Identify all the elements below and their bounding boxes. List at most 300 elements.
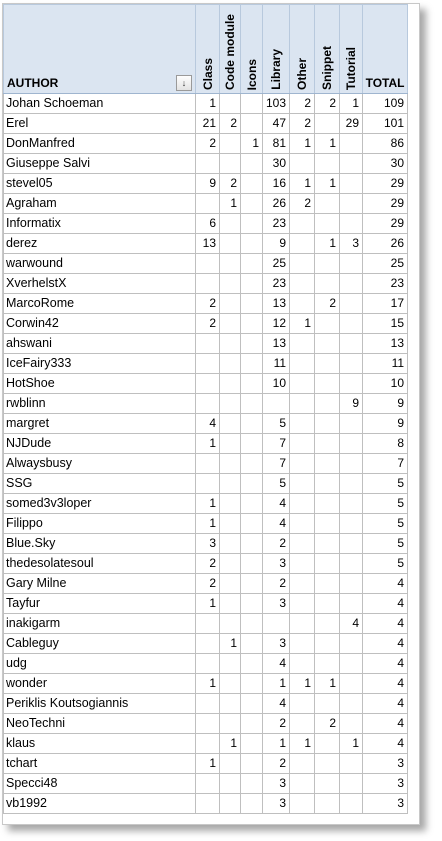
- value-cell[interactable]: 3: [196, 534, 220, 554]
- value-cell[interactable]: 2: [196, 314, 220, 334]
- value-cell[interactable]: 1: [220, 194, 241, 214]
- value-cell[interactable]: 25: [263, 254, 290, 274]
- value-cell[interactable]: 1: [196, 514, 220, 534]
- value-cell[interactable]: 4: [196, 414, 220, 434]
- author-cell[interactable]: Blue.Sky: [4, 534, 196, 554]
- value-cell[interactable]: [315, 334, 340, 354]
- total-cell[interactable]: 10: [363, 374, 408, 394]
- value-cell[interactable]: 3: [263, 554, 290, 574]
- value-cell[interactable]: [290, 234, 315, 254]
- total-cell[interactable]: 4: [363, 654, 408, 674]
- value-cell[interactable]: 5: [263, 474, 290, 494]
- value-cell[interactable]: [241, 194, 263, 214]
- value-cell[interactable]: [290, 614, 315, 634]
- author-cell[interactable]: Specci48: [4, 774, 196, 794]
- value-cell[interactable]: [340, 674, 363, 694]
- value-cell[interactable]: [220, 254, 241, 274]
- value-cell[interactable]: [290, 414, 315, 434]
- total-cell[interactable]: 4: [363, 574, 408, 594]
- value-cell[interactable]: [315, 214, 340, 234]
- value-cell[interactable]: 3: [263, 794, 290, 814]
- value-cell[interactable]: [340, 134, 363, 154]
- value-cell[interactable]: 81: [263, 134, 290, 154]
- value-cell[interactable]: 4: [340, 614, 363, 634]
- author-cell[interactable]: NJDude: [4, 434, 196, 454]
- value-cell[interactable]: [340, 454, 363, 474]
- value-cell[interactable]: 1: [315, 234, 340, 254]
- value-cell[interactable]: [290, 574, 315, 594]
- value-cell[interactable]: 5: [263, 414, 290, 434]
- value-cell[interactable]: [241, 94, 263, 114]
- value-cell[interactable]: [241, 734, 263, 754]
- value-cell[interactable]: [290, 334, 315, 354]
- author-header[interactable]: [4, 5, 196, 94]
- value-cell[interactable]: [315, 154, 340, 174]
- value-cell[interactable]: 1: [196, 754, 220, 774]
- value-cell[interactable]: [290, 154, 315, 174]
- value-cell[interactable]: [290, 354, 315, 374]
- value-cell[interactable]: 29: [340, 114, 363, 134]
- value-cell[interactable]: [220, 614, 241, 634]
- value-cell[interactable]: 3: [263, 774, 290, 794]
- value-cell[interactable]: [340, 354, 363, 374]
- value-cell[interactable]: 2: [196, 294, 220, 314]
- author-cell[interactable]: Filippo: [4, 514, 196, 534]
- total-cell[interactable]: 86: [363, 134, 408, 154]
- total-cell[interactable]: 30: [363, 154, 408, 174]
- value-cell[interactable]: [263, 614, 290, 634]
- total-cell[interactable]: 4: [363, 594, 408, 614]
- value-cell[interactable]: 1: [196, 494, 220, 514]
- value-cell[interactable]: [196, 374, 220, 394]
- value-cell[interactable]: [220, 774, 241, 794]
- value-cell[interactable]: [340, 414, 363, 434]
- value-cell[interactable]: 2: [220, 114, 241, 134]
- value-cell[interactable]: [241, 494, 263, 514]
- author-cell[interactable]: IceFairy333: [4, 354, 196, 374]
- value-cell[interactable]: [220, 394, 241, 414]
- value-cell[interactable]: [220, 694, 241, 714]
- value-cell[interactable]: [241, 254, 263, 274]
- value-cell[interactable]: [290, 794, 315, 814]
- value-cell[interactable]: [220, 594, 241, 614]
- author-cell[interactable]: DonManfred: [4, 134, 196, 154]
- value-cell[interactable]: [196, 474, 220, 494]
- author-cell[interactable]: somed3v3loper: [4, 494, 196, 514]
- value-cell[interactable]: [241, 114, 263, 134]
- author-cell[interactable]: MarcoRome: [4, 294, 196, 314]
- value-cell[interactable]: 1: [196, 94, 220, 114]
- value-cell[interactable]: [340, 694, 363, 714]
- total-cell[interactable]: 5: [363, 494, 408, 514]
- total-cell[interactable]: 9: [363, 394, 408, 414]
- value-cell[interactable]: [220, 554, 241, 574]
- value-cell[interactable]: 2: [290, 114, 315, 134]
- author-cell[interactable]: Corwin42: [4, 314, 196, 334]
- value-cell[interactable]: 4: [263, 494, 290, 514]
- value-cell[interactable]: [241, 414, 263, 434]
- value-cell[interactable]: 1: [241, 134, 263, 154]
- value-cell[interactable]: [315, 454, 340, 474]
- value-cell[interactable]: [241, 634, 263, 654]
- sort-descending-icon[interactable]: ↓: [176, 75, 192, 91]
- value-cell[interactable]: [340, 374, 363, 394]
- value-cell[interactable]: [241, 694, 263, 714]
- value-cell[interactable]: [220, 154, 241, 174]
- author-cell[interactable]: klaus: [4, 734, 196, 754]
- value-cell[interactable]: [290, 634, 315, 654]
- value-cell[interactable]: [241, 394, 263, 414]
- value-cell[interactable]: [340, 314, 363, 334]
- value-cell[interactable]: [315, 514, 340, 534]
- author-cell[interactable]: derez: [4, 234, 196, 254]
- total-cell[interactable]: 101: [363, 114, 408, 134]
- value-cell[interactable]: [340, 434, 363, 454]
- total-cell[interactable]: 5: [363, 554, 408, 574]
- total-cell[interactable]: 5: [363, 474, 408, 494]
- value-cell[interactable]: [290, 774, 315, 794]
- value-cell[interactable]: [241, 474, 263, 494]
- column-header-other[interactable]: Other: [290, 5, 315, 94]
- value-cell[interactable]: [196, 654, 220, 674]
- value-cell[interactable]: [340, 654, 363, 674]
- value-cell[interactable]: [315, 574, 340, 594]
- value-cell[interactable]: 4: [263, 694, 290, 714]
- total-cell[interactable]: 4: [363, 714, 408, 734]
- total-cell[interactable]: 15: [363, 314, 408, 334]
- value-cell[interactable]: [241, 454, 263, 474]
- total-cell[interactable]: 4: [363, 694, 408, 714]
- value-cell[interactable]: [241, 514, 263, 534]
- value-cell[interactable]: [315, 394, 340, 414]
- value-cell[interactable]: [315, 794, 340, 814]
- total-cell[interactable]: 4: [363, 734, 408, 754]
- value-cell[interactable]: 2: [196, 574, 220, 594]
- total-cell[interactable]: 9: [363, 414, 408, 434]
- value-cell[interactable]: 2: [220, 174, 241, 194]
- column-header-class[interactable]: Class: [196, 5, 220, 94]
- column-header-tutorial[interactable]: Tutorial: [340, 5, 363, 94]
- value-cell[interactable]: [241, 774, 263, 794]
- value-cell[interactable]: 4: [263, 514, 290, 534]
- value-cell[interactable]: 1: [290, 314, 315, 334]
- value-cell[interactable]: [196, 694, 220, 714]
- value-cell[interactable]: [241, 794, 263, 814]
- value-cell[interactable]: 47: [263, 114, 290, 134]
- value-cell[interactable]: 1: [196, 674, 220, 694]
- value-cell[interactable]: [241, 294, 263, 314]
- value-cell[interactable]: [290, 374, 315, 394]
- value-cell[interactable]: 23: [263, 274, 290, 294]
- value-cell[interactable]: 1: [263, 734, 290, 754]
- value-cell[interactable]: [315, 614, 340, 634]
- value-cell[interactable]: 2: [315, 294, 340, 314]
- value-cell[interactable]: [220, 474, 241, 494]
- value-cell[interactable]: [196, 634, 220, 654]
- author-cell[interactable]: tchart: [4, 754, 196, 774]
- value-cell[interactable]: [290, 214, 315, 234]
- author-cell[interactable]: NeoTechni: [4, 714, 196, 734]
- value-cell[interactable]: [220, 414, 241, 434]
- value-cell[interactable]: [340, 154, 363, 174]
- value-cell[interactable]: 3: [263, 634, 290, 654]
- value-cell[interactable]: [340, 774, 363, 794]
- value-cell[interactable]: 2: [196, 554, 220, 574]
- value-cell[interactable]: [315, 634, 340, 654]
- author-cell[interactable]: Periklis Koutsogiannis: [4, 694, 196, 714]
- value-cell[interactable]: [315, 654, 340, 674]
- value-cell[interactable]: 13: [196, 234, 220, 254]
- value-cell[interactable]: 1: [263, 674, 290, 694]
- value-cell[interactable]: [196, 454, 220, 474]
- value-cell[interactable]: 2: [290, 94, 315, 114]
- value-cell[interactable]: 2: [196, 134, 220, 154]
- value-cell[interactable]: [220, 134, 241, 154]
- value-cell[interactable]: [196, 154, 220, 174]
- total-cell[interactable]: 13: [363, 334, 408, 354]
- author-cell[interactable]: Johan Schoeman: [4, 94, 196, 114]
- value-cell[interactable]: [241, 234, 263, 254]
- value-cell[interactable]: [241, 554, 263, 574]
- value-cell[interactable]: 1: [315, 674, 340, 694]
- value-cell[interactable]: [315, 774, 340, 794]
- total-cell[interactable]: 3: [363, 774, 408, 794]
- value-cell[interactable]: 16: [263, 174, 290, 194]
- value-cell[interactable]: [315, 554, 340, 574]
- value-cell[interactable]: 4: [263, 654, 290, 674]
- author-cell[interactable]: Gary Milne: [4, 574, 196, 594]
- total-cell[interactable]: 29: [363, 214, 408, 234]
- value-cell[interactable]: [220, 714, 241, 734]
- value-cell[interactable]: [220, 494, 241, 514]
- value-cell[interactable]: [315, 694, 340, 714]
- total-cell[interactable]: 29: [363, 194, 408, 214]
- value-cell[interactable]: [196, 334, 220, 354]
- total-cell[interactable]: 8: [363, 434, 408, 454]
- value-cell[interactable]: 9: [340, 394, 363, 414]
- value-cell[interactable]: [241, 374, 263, 394]
- value-cell[interactable]: 10: [263, 374, 290, 394]
- value-cell[interactable]: 2: [315, 94, 340, 114]
- value-cell[interactable]: [340, 794, 363, 814]
- value-cell[interactable]: [315, 274, 340, 294]
- value-cell[interactable]: 1: [290, 674, 315, 694]
- value-cell[interactable]: [196, 354, 220, 374]
- author-cell[interactable]: Tayfur: [4, 594, 196, 614]
- value-cell[interactable]: 1: [315, 174, 340, 194]
- value-cell[interactable]: [290, 274, 315, 294]
- value-cell[interactable]: [315, 734, 340, 754]
- author-cell[interactable]: HotShoe: [4, 374, 196, 394]
- author-cell[interactable]: ahswani: [4, 334, 196, 354]
- total-cell[interactable]: 26: [363, 234, 408, 254]
- value-cell[interactable]: [315, 754, 340, 774]
- value-cell[interactable]: [340, 494, 363, 514]
- value-cell[interactable]: [220, 334, 241, 354]
- value-cell[interactable]: [315, 114, 340, 134]
- total-cell[interactable]: 4: [363, 614, 408, 634]
- value-cell[interactable]: [220, 294, 241, 314]
- author-cell[interactable]: Erel: [4, 114, 196, 134]
- total-cell[interactable]: 4: [363, 674, 408, 694]
- value-cell[interactable]: [290, 434, 315, 454]
- value-cell[interactable]: [315, 534, 340, 554]
- value-cell[interactable]: 2: [263, 754, 290, 774]
- total-cell[interactable]: 25: [363, 254, 408, 274]
- value-cell[interactable]: [196, 774, 220, 794]
- author-cell[interactable]: udg: [4, 654, 196, 674]
- value-cell[interactable]: [196, 734, 220, 754]
- value-cell[interactable]: [340, 714, 363, 734]
- value-cell[interactable]: [196, 394, 220, 414]
- author-cell[interactable]: Agraham: [4, 194, 196, 214]
- column-header-total[interactable]: TOTAL: [363, 5, 408, 94]
- author-cell[interactable]: vb1992: [4, 794, 196, 814]
- value-cell[interactable]: 1: [340, 734, 363, 754]
- value-cell[interactable]: [340, 534, 363, 554]
- value-cell[interactable]: [315, 254, 340, 274]
- author-cell[interactable]: margret: [4, 414, 196, 434]
- value-cell[interactable]: [340, 294, 363, 314]
- value-cell[interactable]: [220, 374, 241, 394]
- value-cell[interactable]: [220, 514, 241, 534]
- value-cell[interactable]: [220, 434, 241, 454]
- value-cell[interactable]: [290, 654, 315, 674]
- value-cell[interactable]: [315, 414, 340, 434]
- author-cell[interactable]: stevel05: [4, 174, 196, 194]
- value-cell[interactable]: 7: [263, 434, 290, 454]
- column-header-icons[interactable]: Icons: [241, 5, 263, 94]
- value-cell[interactable]: [241, 594, 263, 614]
- value-cell[interactable]: 6: [196, 214, 220, 234]
- total-cell[interactable]: 11: [363, 354, 408, 374]
- value-cell[interactable]: [220, 794, 241, 814]
- value-cell[interactable]: [290, 754, 315, 774]
- value-cell[interactable]: [220, 654, 241, 674]
- value-cell[interactable]: 1: [196, 594, 220, 614]
- value-cell[interactable]: [220, 314, 241, 334]
- value-cell[interactable]: [315, 494, 340, 514]
- column-header-library[interactable]: Library: [263, 5, 290, 94]
- value-cell[interactable]: [220, 94, 241, 114]
- value-cell[interactable]: [241, 614, 263, 634]
- total-cell[interactable]: 17: [363, 294, 408, 314]
- author-cell[interactable]: rwblinn: [4, 394, 196, 414]
- value-cell[interactable]: 2: [263, 534, 290, 554]
- value-cell[interactable]: 21: [196, 114, 220, 134]
- value-cell[interactable]: 1: [290, 134, 315, 154]
- value-cell[interactable]: [340, 574, 363, 594]
- value-cell[interactable]: 26: [263, 194, 290, 214]
- author-cell[interactable]: SSG: [4, 474, 196, 494]
- value-cell[interactable]: [220, 534, 241, 554]
- author-cell[interactable]: inakigarm: [4, 614, 196, 634]
- value-cell[interactable]: 12: [263, 314, 290, 334]
- value-cell[interactable]: [220, 754, 241, 774]
- value-cell[interactable]: [340, 334, 363, 354]
- value-cell[interactable]: [241, 654, 263, 674]
- value-cell[interactable]: [220, 454, 241, 474]
- value-cell[interactable]: 13: [263, 294, 290, 314]
- value-cell[interactable]: [340, 274, 363, 294]
- value-cell[interactable]: [241, 574, 263, 594]
- author-cell[interactable]: Cableguy: [4, 634, 196, 654]
- total-cell[interactable]: 29: [363, 174, 408, 194]
- value-cell[interactable]: 13: [263, 334, 290, 354]
- value-cell[interactable]: [340, 474, 363, 494]
- value-cell[interactable]: [290, 294, 315, 314]
- value-cell[interactable]: [290, 714, 315, 734]
- value-cell[interactable]: 11: [263, 354, 290, 374]
- value-cell[interactable]: [241, 154, 263, 174]
- value-cell[interactable]: 9: [196, 174, 220, 194]
- value-cell[interactable]: [241, 434, 263, 454]
- value-cell[interactable]: 30: [263, 154, 290, 174]
- total-cell[interactable]: 7: [363, 454, 408, 474]
- value-cell[interactable]: 9: [263, 234, 290, 254]
- value-cell[interactable]: 1: [340, 94, 363, 114]
- value-cell[interactable]: [241, 534, 263, 554]
- value-cell[interactable]: [290, 394, 315, 414]
- value-cell[interactable]: [340, 214, 363, 234]
- total-cell[interactable]: 4: [363, 634, 408, 654]
- value-cell[interactable]: [241, 334, 263, 354]
- value-cell[interactable]: 23: [263, 214, 290, 234]
- value-cell[interactable]: 103: [263, 94, 290, 114]
- author-cell[interactable]: XverhelstX: [4, 274, 196, 294]
- value-cell[interactable]: 2: [263, 574, 290, 594]
- value-cell[interactable]: [220, 214, 241, 234]
- value-cell[interactable]: [196, 614, 220, 634]
- value-cell[interactable]: 1: [290, 174, 315, 194]
- value-cell[interactable]: [263, 394, 290, 414]
- author-cell[interactable]: warwound: [4, 254, 196, 274]
- value-cell[interactable]: [290, 454, 315, 474]
- value-cell[interactable]: [290, 254, 315, 274]
- value-cell[interactable]: [196, 254, 220, 274]
- value-cell[interactable]: [220, 274, 241, 294]
- value-cell[interactable]: [315, 314, 340, 334]
- value-cell[interactable]: [220, 354, 241, 374]
- value-cell[interactable]: [220, 574, 241, 594]
- value-cell[interactable]: [241, 214, 263, 234]
- value-cell[interactable]: [241, 314, 263, 334]
- value-cell[interactable]: 2: [263, 714, 290, 734]
- value-cell[interactable]: 2: [315, 714, 340, 734]
- total-cell[interactable]: 5: [363, 534, 408, 554]
- value-cell[interactable]: [241, 274, 263, 294]
- value-cell[interactable]: [241, 754, 263, 774]
- value-cell[interactable]: [340, 554, 363, 574]
- value-cell[interactable]: [290, 514, 315, 534]
- total-cell[interactable]: 3: [363, 794, 408, 814]
- value-cell[interactable]: [220, 234, 241, 254]
- value-cell[interactable]: 3: [340, 234, 363, 254]
- value-cell[interactable]: [315, 434, 340, 454]
- value-cell[interactable]: [340, 254, 363, 274]
- value-cell[interactable]: 2: [290, 194, 315, 214]
- value-cell[interactable]: 1: [220, 734, 241, 754]
- value-cell[interactable]: 1: [220, 634, 241, 654]
- value-cell[interactable]: [340, 514, 363, 534]
- author-cell[interactable]: Giuseppe Salvi: [4, 154, 196, 174]
- value-cell[interactable]: [315, 194, 340, 214]
- total-cell[interactable]: 3: [363, 754, 408, 774]
- value-cell[interactable]: [196, 274, 220, 294]
- value-cell[interactable]: [241, 174, 263, 194]
- author-cell[interactable]: Alwaysbusy: [4, 454, 196, 474]
- value-cell[interactable]: [315, 354, 340, 374]
